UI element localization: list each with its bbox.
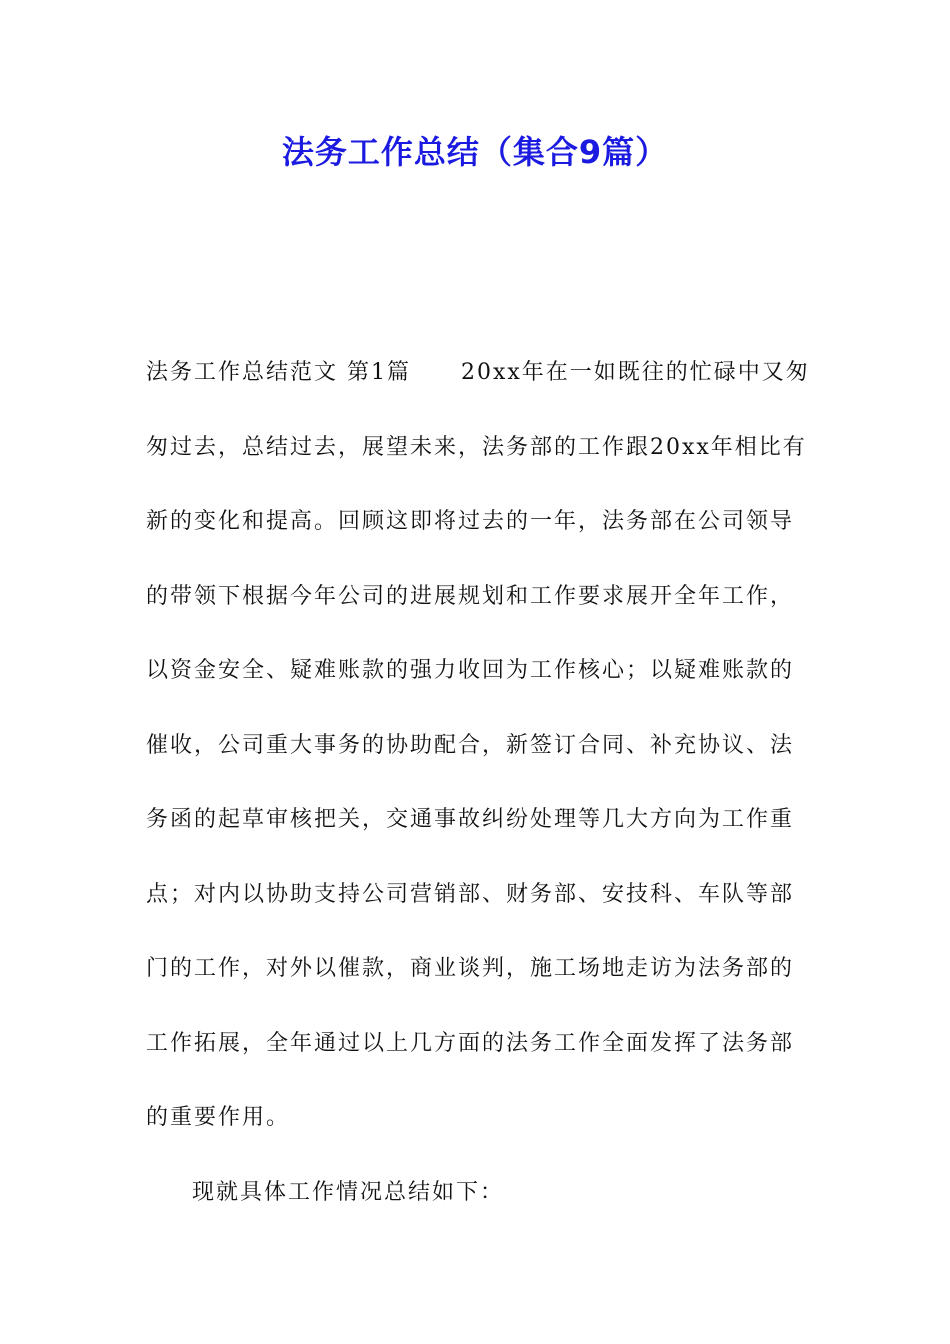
paragraph-line: 的重要作用。 bbox=[146, 1105, 291, 1130]
paragraph-line: 催收，公司重大事务的协助配合，新签订合同、补充协议、法 bbox=[146, 732, 795, 758]
document-title: 法务工作总结（集合9篇） bbox=[281, 133, 669, 171]
paragraph-line: 现就具体工作情况总结如下： bbox=[192, 1179, 505, 1205]
paragraph-line: 匆过去，总结过去，展望未来，法务部的工作跟20xx年相比有 bbox=[146, 434, 807, 460]
paragraph-line: 新的变化和提高。回顾这即将过去的一年，法务部在公司领导 bbox=[146, 509, 795, 534]
paragraph-line: 门的工作，对外以催款，商业谈判，施工场地走访为法务部的 bbox=[146, 956, 795, 981]
paragraph-line: 以资金安全、疑难账款的强力收回为工作核心；以疑难账款的 bbox=[146, 658, 795, 683]
paragraph-line: 工作拓展，全年通过以上几方面的法务工作全面发挥了法务部 bbox=[146, 1030, 795, 1056]
section-heading: 法务工作总结范文 第1篇 bbox=[146, 360, 411, 385]
paragraph-line: 务函的起草审核把关，交通事故纠纷处理等几大方向为工作重 bbox=[146, 807, 795, 832]
paragraph-2 bbox=[146, 1156, 806, 1231]
paragraph-line bbox=[146, 336, 810, 411]
paragraph-line: 的带领下根据今年公司的进展规划和工作要求展开全年工作， bbox=[146, 583, 795, 609]
paragraph-line-text: 20xx年在一如既往的忙碌中又匆 bbox=[461, 360, 810, 385]
paragraph-1 bbox=[146, 336, 810, 1156]
document-body bbox=[146, 336, 810, 1230]
paragraph-line: 点；对内以协助支持公司营销部、财务部、安技科、车队等部 bbox=[146, 881, 795, 907]
